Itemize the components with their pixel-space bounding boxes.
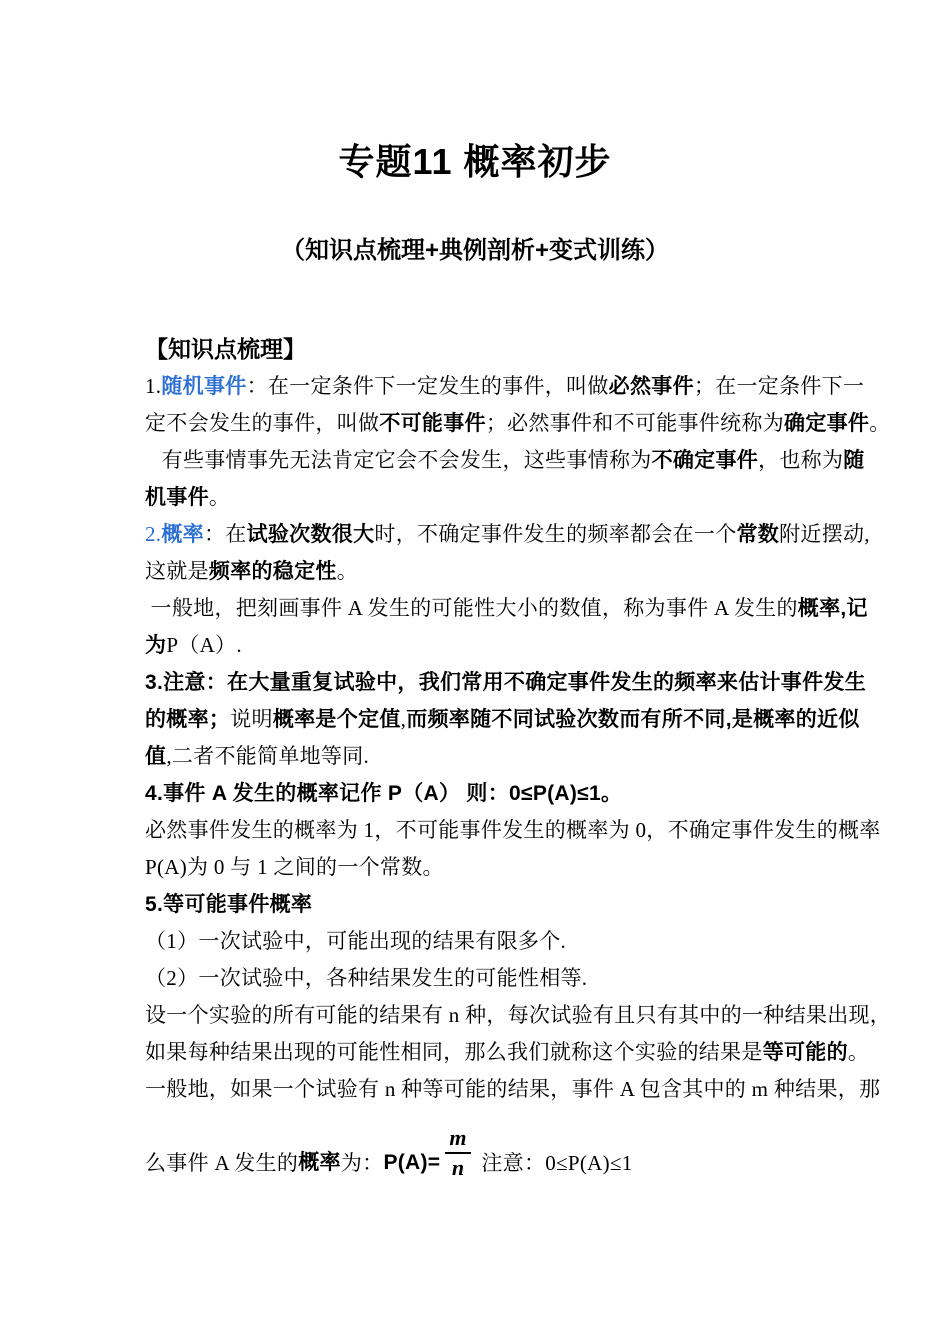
text-run: ；必然事件和不可能事件统称为 [485,411,785,435]
document-body [145,331,892,1180]
text-run: 这就是 [145,559,209,583]
text-run: （2）一次试验中，各种结果发生的可能性相等. [145,966,588,990]
text-run: ,二者不能简单地等同. [166,744,370,768]
paragraphs [145,368,892,1108]
text-run: 不可能事件 [379,412,486,435]
text-line [145,516,870,553]
text-run: 随 [843,449,865,472]
text-run: 说明 [230,707,273,731]
text-run: 。 [208,485,231,509]
text-line [145,849,840,886]
text-run: P(A)为 0 与 1 之间的一个常数。 [145,855,444,879]
text-run: 为： [340,1151,384,1175]
text-run: 必然事件发生的概率为 1，不可能事件发生的概率为 0，不确定事件发生的概率 [145,818,881,842]
text-run: 。 [869,411,891,435]
fraction-m-over-n [445,1125,470,1181]
text-line [145,1071,881,1108]
text-run: 2. [145,522,162,546]
formula-line [145,1122,840,1178]
page-subtitle: （知识点梳理+典例剖析+变式训练） [280,237,670,264]
text-run: ：在 [203,522,247,546]
text-line [145,738,840,775]
text-run: 么事件 A 发生的 [145,1151,299,1175]
text-run: 概率 [161,523,204,546]
text-run: ，也称为 [758,448,844,472]
page-title: 专题11 概率初步 [338,141,612,182]
text-run: ：在一定条件下一定发生的事件，叫做 [246,374,609,398]
text-run: ；在一定条件下一 [693,374,865,398]
text-line [145,590,868,627]
text-run: ； [208,708,231,731]
text-run: 一般地，把刻画事件 A 发生的可能性大小的数值，称为事件 A 发生的 [145,596,798,620]
text-line [145,627,840,664]
text-run: 如果每种结果出现的可能性相同，那么我们就称这个实验的结果是 [145,1040,763,1064]
section-heading: 【知识点梳理】 [145,336,306,362]
fraction-numerator: m [445,1125,470,1154]
text-run: 一般地，如果一个试验有 n 种等可能的结果，事件 A 包含其中的 m 种结果，那 [145,1077,881,1101]
text-run: 设一个实验的所有可能的结果有 n 种，每次试验有且只有其中的一种结果出现， [145,1003,892,1027]
text-line [145,479,840,516]
text-line [145,405,891,442]
text-run: 常数 [736,523,780,546]
text-line [145,775,840,812]
text-line [145,960,840,997]
text-run: 1. [145,374,162,398]
text-run: 定不会发生的事件，叫做 [145,411,380,435]
text-run: 不确定事件 [651,449,759,472]
text-run: 而频率随不同试验次数而有所不同,是概率的近似 [406,708,860,731]
text-run: 时，不确定事件发生的频率都会在一个 [374,522,737,546]
text-run: 的概率 [145,708,209,731]
text-line [145,1034,870,1071]
text-line [145,701,860,738]
text-line [145,923,840,960]
text-run: 随机事件 [161,375,247,398]
text-run: 机事件 [145,486,209,509]
text-run: P（A）. [166,633,242,657]
text-run: 注意：0≤P(A)≤1 [475,1151,633,1175]
text-run: 概率是个定值 [272,708,401,731]
text-line [145,886,840,923]
text-run: 试验次数很大 [246,523,375,546]
text-run: 频率的稳定性 [208,560,337,583]
text-run: （1）一次试验中，可能出现的结果有限多个. [145,929,567,953]
text-run: 4.事件 A 发生的概率记作 P（A） 则：0≤P(A)≤1。 [145,782,623,805]
text-run: 。 [847,1040,870,1064]
text-run: 概率 [298,1151,341,1174]
text-line [145,664,867,701]
text-run: 概率,记 [797,597,868,620]
text-run: 5.等可能事件概率 [145,893,313,916]
text-run: 为 [145,634,167,657]
text-run: 等可能的 [762,1041,848,1064]
text-run: , [400,707,407,731]
text-line [145,442,865,479]
text-run: 值 [145,745,167,768]
text-run: P(A)= [383,1151,441,1174]
text-run: 必然事件 [608,375,694,398]
fraction-denominator: n [451,1155,465,1180]
text-line [145,368,865,405]
text-run: 3.注意：在大量重复试验中，我们常用不确定事件发生的频率来估计事件发生 [145,671,867,694]
text-run: 附近摆动, [779,522,870,546]
text-line [145,553,840,590]
text-line [145,812,881,849]
text-run: 确定事件 [784,412,870,435]
text-line [145,997,892,1034]
text-run: 。 [336,559,359,583]
text-run: 有些事情事先无法肯定它会不会发生，这些事情称为 [145,448,652,472]
